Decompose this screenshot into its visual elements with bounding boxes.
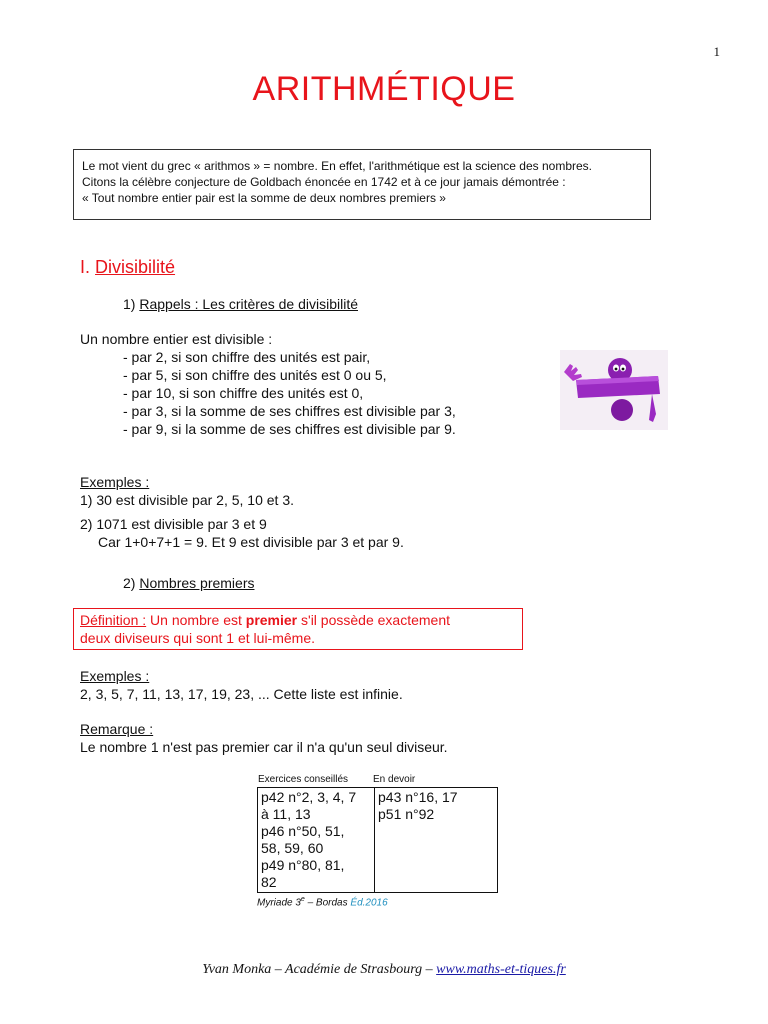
example-line: Car 1+0+7+1 = 9. Et 9 est divisible par 3 et par 9. — [98, 534, 404, 550]
definition-line: deux diviseurs qui sont 1 et lui-même. — [80, 630, 315, 646]
criterion-line: - par 10, si son chiffre des unités est 0, — [123, 385, 364, 401]
website-link[interactable]: www.maths-et-tiques.fr — [436, 962, 566, 977]
subsection-heading — [123, 295, 358, 313]
definition-label: Définition : — [80, 612, 147, 628]
examples-label: Exemples : — [80, 474, 150, 490]
exercise-line: p49 n°80, 81, — [261, 857, 345, 873]
homework-cell — [375, 788, 498, 893]
criterion-line: - par 3, si la somme de ses chiffres est divisible par 3, — [123, 403, 456, 419]
exercise-line: à 11, 13 — [261, 806, 311, 822]
intro-line: « Tout nombre entier pair est la somme de deux nombres premiers » — [82, 191, 446, 205]
definition-box — [73, 608, 523, 650]
homework-line: p43 n°16, 17 — [378, 789, 458, 805]
subsection-number: 2) — [123, 575, 136, 591]
mascot-image — [560, 350, 668, 430]
criterion-line: - par 5, si son chiffre des unités est 0 ou 5, — [123, 367, 387, 383]
example-line: 2) 1071 est divisible par 3 et 9 — [80, 516, 267, 532]
exercise-line: 82 — [261, 874, 277, 890]
exercises-table — [257, 787, 498, 893]
definition-text: s'il possède exactement — [297, 612, 450, 628]
intro-line: Citons la célèbre conjecture de Goldbach énoncée en 1742 et à ce jour jamais démontrée : — [82, 175, 566, 189]
exercise-line: p42 n°2, 3, 4, 7 — [261, 789, 357, 805]
intro-box — [73, 149, 651, 220]
section-label: Divisibilité — [95, 257, 176, 277]
definition-line — [80, 611, 516, 629]
subsection-label: Rappels : Les critères de divisibilité — [139, 296, 358, 312]
section-heading — [80, 257, 175, 278]
exercises-header: Exercices conseillés — [258, 774, 349, 785]
subsection-label: Nombres premiers — [139, 575, 255, 591]
criterion-line: - par 2, si son chiffre des unités est pair, — [123, 349, 371, 365]
exercises-cell — [258, 788, 375, 893]
footer-text: Yvan Monka – Académie de Strasbourg – — [202, 962, 437, 977]
page-footer — [0, 962, 768, 978]
example-line: 2, 3, 5, 7, 11, 13, 17, 19, 23, ... Cette liste est infinie. — [80, 686, 403, 702]
page-title: ARITHMÉTIQUE — [252, 70, 516, 108]
criterion-line: - par 9, si la somme de ses chiffres est divisible par 9. — [123, 421, 456, 437]
homework-line: p51 n°92 — [378, 806, 435, 822]
remark-label: Remarque : — [80, 721, 154, 737]
examples-label: Exemples : — [80, 668, 150, 684]
section-number: I. — [80, 257, 91, 277]
remark-line: Le nombre 1 n'est pas premier car il n'a qu'un seul diviseur. — [80, 739, 448, 755]
exercise-line: 58, 59, 60 — [261, 840, 324, 856]
definition-text: Un nombre est — [146, 612, 246, 628]
exercise-line: p46 n°50, 51, — [261, 823, 345, 839]
book-reference: Myriade 3e – Bordas Éd.2016 — [257, 896, 388, 909]
definition-keyword: premier — [245, 612, 298, 628]
subsection-heading — [123, 574, 254, 592]
homework-header: En devoir — [373, 774, 416, 785]
divisible-intro: Un nombre entier est divisible : — [80, 331, 273, 347]
page-number: 1 — [713, 44, 720, 59]
subsection-number: 1) — [123, 296, 136, 312]
example-line: 1) 30 est divisible par 2, 5, 10 et 3. — [80, 492, 295, 508]
intro-line: Le mot vient du grec « arithmos » = nombre. En effet, l'arithmétique est la science des nombres. — [82, 159, 592, 173]
